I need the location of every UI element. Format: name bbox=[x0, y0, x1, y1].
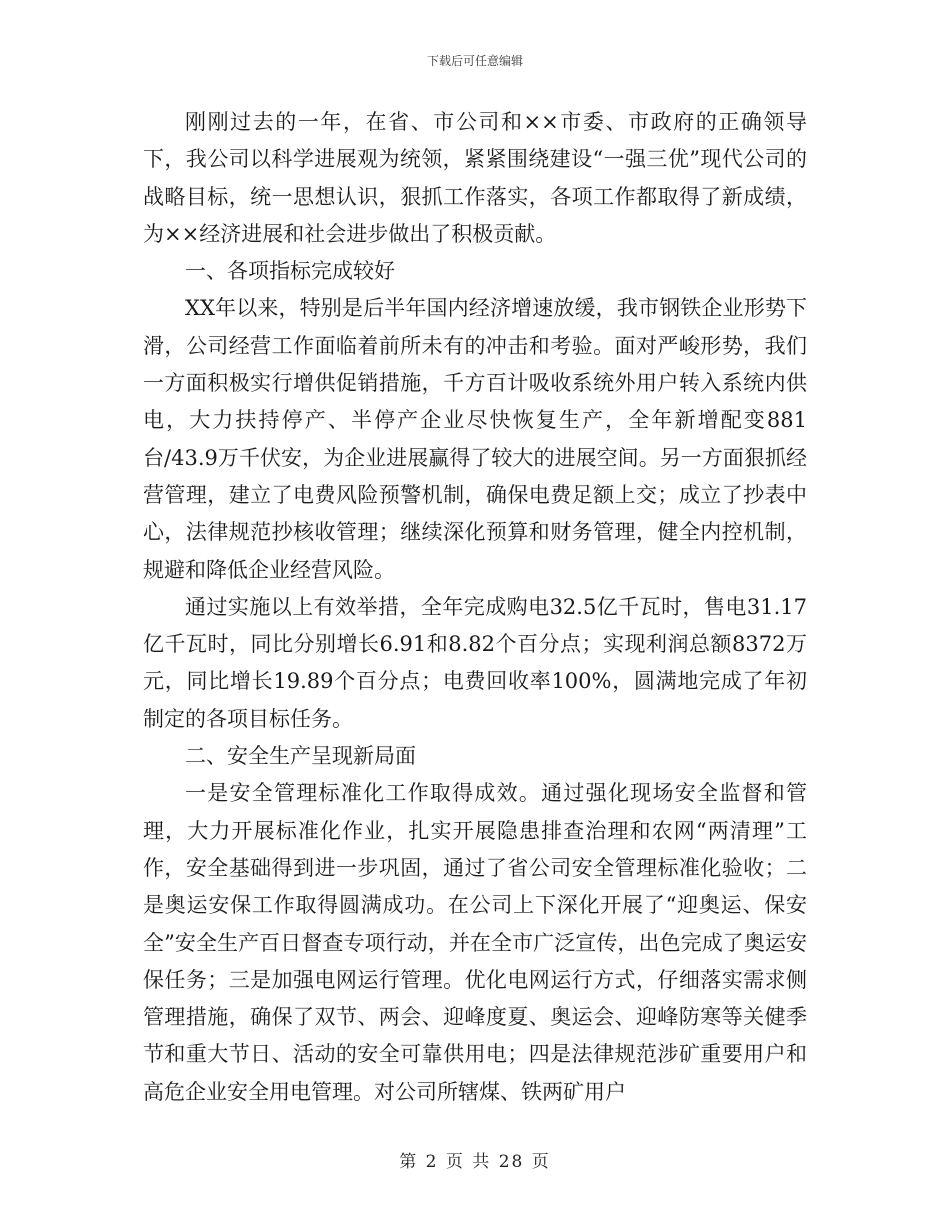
paragraph-safety: 一是安全管理标准化工作取得成效。通过强化现场安全监督和管理，大力开展标准化作业，扎实开展隐患排查治理和农网“两清理”工作，安全基础得到进一步巩固，通过了省公司安全管理标准化验收；二是奥运安保工作取得圆满成功。在公司上下深化开展了“迎奥运、保安全”安全生产百日督查专项行动，并在全市广泛宣传，出色完成了奥运安保任务；三是加强电网运行管理。优化电网运行方式，仔细落实需求侧管理措施，确保了双节、两会、迎峰度夏、奥运会、迎峰防寒等关健季节和重大节日、活动的安全可靠供用电；四是法律规范涉矿重要用户和高危企业安全用电管理。对公司所辖煤、铁两矿用户 bbox=[143, 781, 807, 1104]
page-header: 下载后可任意编辑 bbox=[426, 54, 523, 68]
section-heading-2: 二、安全生产呈现新局面 bbox=[185, 744, 416, 769]
paragraph-results: 通过实施以上有效举措，全年完成购电32.5亿千瓦时，售电31.17亿千瓦时，同比分别增长6.91和8.82个百分点；实现利润总额8372万元，同比增长19.89个百分点；电费回收率100%，圆满地完成了年初制定的各项目标任务。 bbox=[143, 594, 807, 731]
document-body bbox=[143, 104, 807, 1111]
section-heading-1: 一、各项指标完成较好 bbox=[185, 259, 395, 284]
paragraph-indicators: XX年以来，特别是后半年国内经济增速放缓，我市钢铁企业形势下滑，公司经营工作面临着前所未有的冲击和考验。面对严峻形势，我们一方面积极实行增供促销措施，千方百计吸收系统外用户转入系统内供电，大力扶持停产、半停产企业尽快恢复生产，全年新增配变881台/43.9万千伏安，为企业进展赢得了较大的进展空间。另一方面狠抓经营管理，建立了电费风险预警机制，确保电费足额上交；成立了抄表中心，法律规范抄核收管理；继续深化预算和财务管理，健全内控机制，规避和降低企业经营风险。 bbox=[143, 296, 807, 582]
page-footer: 第 2 页 共 28 页 bbox=[399, 1152, 551, 1172]
paragraph-intro: 刚刚过去的一年，在省、市公司和××市委、市政府的正确领导下，我公司以科学进展观为统领，紧紧围绕建设“一强三优”现代公司的战略目标，统一思想认识，狠抓工作落实，各项工作都取得了新成绩，为××经济进展和社会进步做出了积极贡献。 bbox=[143, 110, 807, 246]
